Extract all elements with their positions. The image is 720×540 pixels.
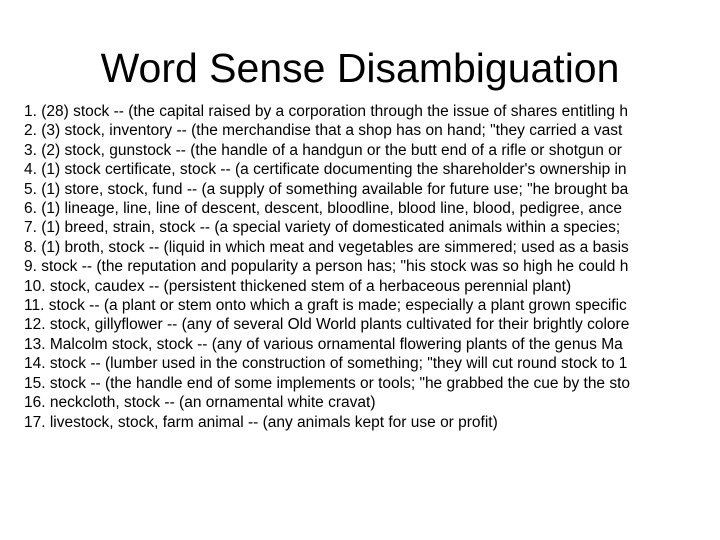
slide-title: Word Sense Disambiguation — [100, 45, 620, 91]
sense-item: 12. stock, gillyflower -- (any of several Old World plants cultivated for their brightly colore — [24, 316, 630, 334]
sense-item: 15. stock -- (the handle end of some implements or tools; "he grabbed the cue by the sto — [24, 374, 631, 392]
sense-item: 3. (2) stock, gunstock -- (the handle of a handgun or the butt end of a rifle or shotgun or — [24, 141, 622, 159]
sense-item: 6. (1) lineage, line, line of descent, descent, bloodline, blood line, blood, pedigree, ance — [24, 200, 623, 218]
sense-item: 10. stock, caudex -- (persistent thickened stem of a herbaceous perennial plant) — [24, 277, 572, 295]
sense-item: 4. (1) stock certificate, stock -- (a certificate documenting the shareholder's ownership in — [24, 161, 627, 179]
sense-item: 14. stock -- (lumber used in the construction of something; "they will cut round stock to 1 — [24, 355, 628, 373]
sense-item: 16. neckcloth, stock -- (an ornamental white cravat) — [24, 394, 376, 412]
sense-item: 17. livestock, stock, farm animal -- (any animals kept for use or profit) — [24, 413, 498, 431]
sense-item: 2. (3) stock, inventory -- (the merchandise that a shop has on hand; "they carried a vast — [24, 122, 623, 140]
sense-item: 1. (28) stock -- (the capital raised by a corporation through the issue of shares entitling h — [24, 103, 628, 120]
sense-item: 11. stock -- (a plant or stem onto which a graft is made; especially a plant grown specific — [24, 297, 627, 315]
sense-item: 7. (1) breed, strain, stock -- (a special variety of domesticated animals within a species; — [24, 219, 621, 237]
sense-item: 13. Malcolm stock, stock -- (any of various ornamental flowering plants of the genus Ma — [24, 335, 623, 353]
sense-item: 8. (1) broth, stock -- (liquid in which meat and vegetables are simmered; used as a basis — [24, 238, 629, 256]
sense-item: 9. stock -- (the reputation and popularity a person has; "his stock was so high he could h — [24, 258, 629, 276]
sense-list — [24, 102, 720, 432]
sense-item: 5. (1) store, stock, fund -- (a supply of something available for future use; "he brought ba — [24, 180, 629, 198]
